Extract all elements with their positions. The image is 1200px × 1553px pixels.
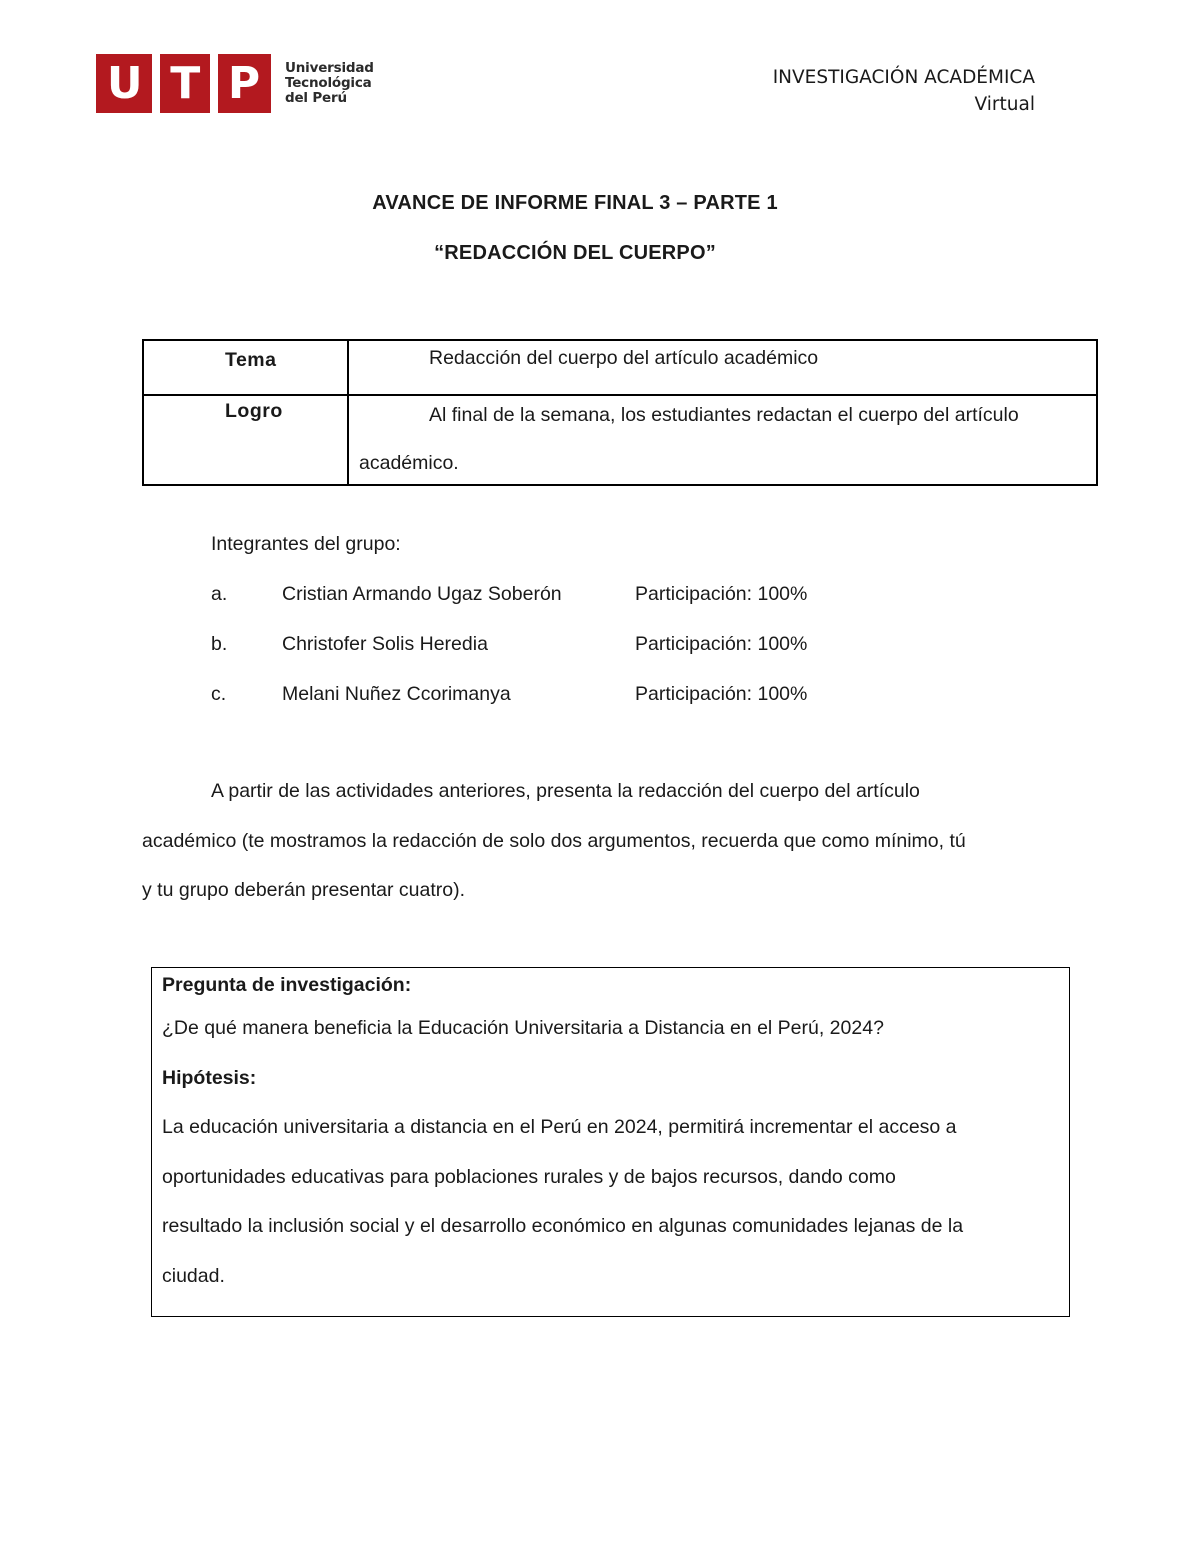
info-table [142,339,1098,486]
hypothesis-line: La educación universitaria a distancia en el Perú en 2024, permitirá incrementar el acceso a [162,1116,957,1138]
paragraph-line: A partir de las actividades anteriores, presenta la redacción del cuerpo del artículo [211,780,920,802]
member-participation: Participación: 100% [635,583,808,605]
logro-value-line: académico. [359,452,459,474]
member-name: Christofer Solis Heredia [282,633,488,655]
utp-logo-mark [96,54,271,113]
logro-label: Logro [143,395,348,485]
logo-line: Tecnológica [285,75,372,91]
utp-logo [96,54,374,113]
logo-separator [152,54,160,113]
question-label: Pregunta de investigación: [162,974,412,996]
hypothesis-line: ciudad. [162,1264,225,1287]
logro-value-line: Al final de la semana, los estudiantes redactan el cuerpo del artículo [429,404,1019,426]
tema-label: Tema [143,340,348,395]
table-row [143,340,1097,395]
members-heading: Integrantes del grupo: [211,533,401,555]
document-title: AVANCE DE INFORME FINAL 3 – PARTE 1 [372,192,778,214]
course-header [773,64,1035,118]
research-question: ¿De qué manera beneficia la Educación Universitaria a Distancia en el Perú, 2024? [162,1017,884,1039]
research-box [151,967,1070,1317]
hypothesis-label: Hipótesis: [162,1066,257,1089]
member-letter: b. [211,633,228,655]
instructions-paragraph [142,767,1062,916]
tema-value: Redacción del cuerpo del artículo académico [348,340,1097,395]
logo-letter-u: U [106,57,143,109]
logo-letter-p: P [227,57,261,109]
logo-letter-t: T [170,57,201,109]
paragraph-line: y tu grupo deberán presentar cuatro). [142,879,466,901]
document-subtitle: “REDACCIÓN DEL CUERPO” [434,242,716,264]
hypothesis-line: oportunidades educativas para poblaciones rurales y de bajos recursos, dando como [162,1165,896,1188]
list-item [211,619,807,669]
table-row [143,395,1097,485]
member-participation: Participación: 100% [635,683,808,705]
members-list [211,519,807,719]
course-name: INVESTIGACIÓN ACADÉMICA [772,67,1035,88]
member-name: Cristian Armando Ugaz Soberón [282,583,562,605]
logo-separator [210,54,218,113]
logo-line: Universidad [285,60,374,76]
member-letter: a. [211,583,228,605]
member-letter: c. [211,683,227,705]
logro-value [348,395,1097,485]
paragraph-line: académico (te mostramos la redacción de solo dos argumentos, recuerda que como mínimo, tú [142,829,966,852]
hypothesis-line: resultado la inclusión social y el desarrollo económico en algunas comunidades lejanas de la [162,1215,964,1237]
member-name: Melani Nuñez Ccorimanya [282,683,511,705]
list-item [211,669,807,719]
member-participation: Participación: 100% [635,633,808,655]
logo-wordmark [285,61,374,106]
list-item [211,569,807,619]
logo-line: del Perú [285,90,347,106]
course-modality: Virtual [974,94,1035,115]
